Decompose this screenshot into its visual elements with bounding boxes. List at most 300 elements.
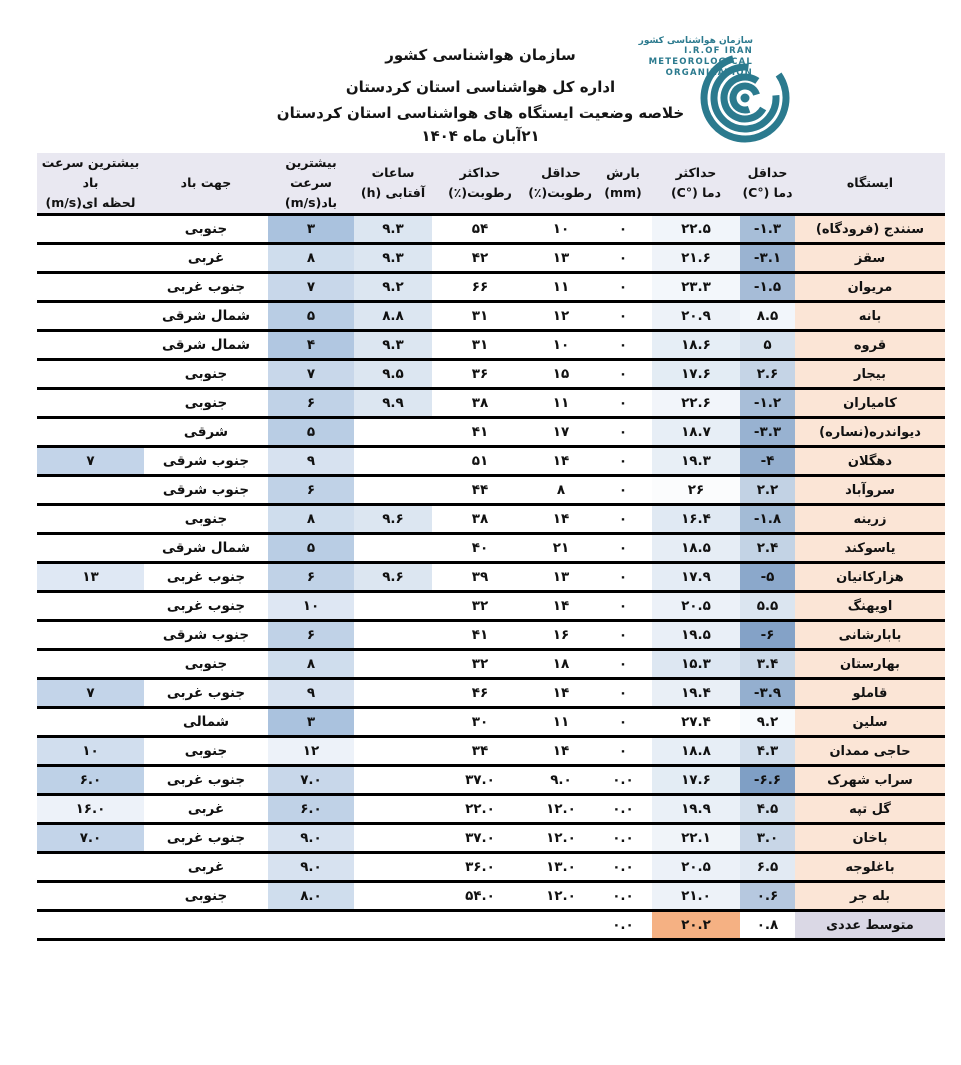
station-row (37, 360, 945, 389)
cell-min_hum: ۱۱ (528, 708, 594, 737)
col-header-sun: ساعات آفتابی (h) (354, 153, 432, 215)
station-row (37, 592, 945, 621)
cell-min_temp: ۶.۵ (740, 853, 795, 882)
cell-precip: ۰ (594, 389, 652, 418)
cell-wind_dir: شمالی (144, 708, 268, 737)
cell-wind_speed: ۹.۰ (268, 853, 354, 882)
cell-wind_speed: ۸ (268, 244, 354, 273)
cell-max_hum: ۴۶ (432, 679, 528, 708)
average-row (37, 911, 945, 940)
cell-gust: ۱۳ (37, 563, 144, 592)
cell-wind_speed: ۳ (268, 215, 354, 244)
cell-min_temp: ۲.۶ (740, 360, 795, 389)
station-row (37, 563, 945, 592)
station-row (37, 389, 945, 418)
cell-precip: ۰ (594, 737, 652, 766)
cell-wind_dir: جنوب غربی (144, 679, 268, 708)
cell-max_hum: ۵۴ (432, 215, 528, 244)
cell-min_hum: ۱۲.۰ (528, 824, 594, 853)
cell-station: بیجار (795, 360, 945, 389)
cell-wind_speed: ۶ (268, 389, 354, 418)
cell-max_hum: ۳۸ (432, 505, 528, 534)
cell-station: اویهنگ (795, 592, 945, 621)
cell-precip: ۰.۰ (594, 882, 652, 911)
cell-wind_dir: جنوبی (144, 215, 268, 244)
cell-min_temp: ۵ (740, 331, 795, 360)
table-header (37, 153, 945, 215)
org-logo (638, 34, 793, 146)
station-row (37, 824, 945, 853)
cell-station: قاملو (795, 679, 945, 708)
cell-min_temp: -۱.۸ (740, 505, 795, 534)
cell-wind_speed: ۵ (268, 418, 354, 447)
cell-max_temp: ۱۵.۳ (652, 650, 740, 679)
cell-station: سقز (795, 244, 945, 273)
station-row (37, 476, 945, 505)
table-body (37, 215, 945, 940)
col-header-precip: بارش (mm) (594, 153, 652, 215)
cell-max_temp: ۱۸.۷ (652, 418, 740, 447)
cell-gust: ۱۰ (37, 737, 144, 766)
cell-wind_dir: جنوبی (144, 389, 268, 418)
cell-min_hum: ۱۵ (528, 360, 594, 389)
cell-min_temp: ۴.۳ (740, 737, 795, 766)
cell-max_temp: ۱۹.۵ (652, 621, 740, 650)
cell-max_temp: ۲۰.۲ (652, 911, 740, 940)
cell-min_temp: ۹.۲ (740, 708, 795, 737)
cell-station: باغلوجه (795, 853, 945, 882)
col-header-max_temp: حداکثر دما (°C) (652, 153, 740, 215)
cell-sun: ۹.۶ (354, 563, 432, 592)
cell-wind_dir: جنوب غربی (144, 824, 268, 853)
cell-precip: ۰.۰ (594, 853, 652, 882)
cell-wind_dir: جنوب غربی (144, 766, 268, 795)
cell-max_hum: ۴۰ (432, 534, 528, 563)
cell-wind_speed: ۹ (268, 679, 354, 708)
cell-wind_speed: ۶ (268, 621, 354, 650)
cell-precip: ۰ (594, 679, 652, 708)
cell-sun: ۹.۵ (354, 360, 432, 389)
cell-max_hum: ۶۶ (432, 273, 528, 302)
report-summary-title: خلاصه وضعیت ایستگاه های هواشناسی استان کردستان (276, 104, 685, 122)
cell-max_hum: ۳۶.۰ (432, 853, 528, 882)
cell-sun (354, 621, 432, 650)
cell-sun: ۹.۳ (354, 331, 432, 360)
cell-precip: ۰ (594, 244, 652, 273)
station-row (37, 853, 945, 882)
cell-gust (37, 476, 144, 505)
cell-sun: ۹.۹ (354, 389, 432, 418)
station-row (37, 534, 945, 563)
station-row (37, 302, 945, 331)
cell-min_hum: ۱۴ (528, 679, 594, 708)
cell-wind_speed: ۶.۰ (268, 795, 354, 824)
cell-precip: ۰ (594, 273, 652, 302)
station-row (37, 215, 945, 244)
cell-max_hum: ۳۷.۰ (432, 824, 528, 853)
cell-precip: ۰ (594, 331, 652, 360)
cell-min_hum: ۱۴ (528, 447, 594, 476)
cell-precip: ۰ (594, 476, 652, 505)
cell-min_hum: ۱۴ (528, 505, 594, 534)
weather-stations-table (37, 153, 945, 941)
cell-max_temp: ۱۸.۵ (652, 534, 740, 563)
cell-gust (37, 331, 144, 360)
cell-wind_speed: ۵ (268, 534, 354, 563)
cell-wind_dir: جنوب غربی (144, 563, 268, 592)
cell-gust: ۷ (37, 679, 144, 708)
logo-english-line3: ORGANIZATION (665, 68, 753, 78)
station-row (37, 273, 945, 302)
cell-gust (37, 592, 144, 621)
cell-wind_speed: ۷ (268, 360, 354, 389)
cell-max_temp: ۲۰.۵ (652, 592, 740, 621)
cell-min_hum: ۱۴ (528, 592, 594, 621)
cell-wind_dir: جنوبی (144, 360, 268, 389)
cell-max_temp: ۱۸.۸ (652, 737, 740, 766)
cell-min_hum: ۱۳.۰ (528, 853, 594, 882)
station-row (37, 737, 945, 766)
cell-sun: ۹.۶ (354, 505, 432, 534)
cell-min_temp: -۶.۶ (740, 766, 795, 795)
cell-min_hum: ۱۰ (528, 331, 594, 360)
station-row (37, 708, 945, 737)
cell-precip: ۰ (594, 650, 652, 679)
station-row (37, 244, 945, 273)
cell-min_temp: -۱.۲ (740, 389, 795, 418)
col-header-gust: بیشترین سرعت باد لحظه ای(m/s) (37, 153, 144, 215)
cell-min_temp: ۳.۴ (740, 650, 795, 679)
cell-max_hum: ۳۰ (432, 708, 528, 737)
cell-max_hum: ۲۲.۰ (432, 795, 528, 824)
cell-wind_dir: جنوب شرقی (144, 447, 268, 476)
cell-sun (354, 853, 432, 882)
cell-station: متوسط عددی (795, 911, 945, 940)
cell-sun (354, 708, 432, 737)
cell-sun (354, 418, 432, 447)
cell-sun (354, 476, 432, 505)
cell-precip: ۰ (594, 360, 652, 389)
cell-gust (37, 302, 144, 331)
cell-max_hum: ۴۲ (432, 244, 528, 273)
cell-precip: ۰.۰ (594, 824, 652, 853)
cell-max_hum: ۳۸ (432, 389, 528, 418)
cell-station: گل تپه (795, 795, 945, 824)
col-header-station: ایستگاه (795, 153, 945, 215)
cell-min_hum: ۲۱ (528, 534, 594, 563)
station-row (37, 679, 945, 708)
cell-min_hum: ۱۱ (528, 389, 594, 418)
cell-wind_dir: جنوب شرقی (144, 621, 268, 650)
cell-min_hum: ۱۲ (528, 302, 594, 331)
cell-station: مریوان (795, 273, 945, 302)
cell-max_hum: ۴۱ (432, 621, 528, 650)
cell-min_temp: -۱.۵ (740, 273, 795, 302)
cell-max_temp: ۲۶ (652, 476, 740, 505)
cell-precip: ۰ (594, 505, 652, 534)
cell-max_temp: ۱۷.۹ (652, 563, 740, 592)
cell-max_hum: ۳۲ (432, 650, 528, 679)
cell-wind_dir: جنوبی (144, 505, 268, 534)
cell-min_hum: ۱۰ (528, 215, 594, 244)
cell-wind_speed: ۴ (268, 331, 354, 360)
cell-min_hum: ۱۳ (528, 244, 594, 273)
cell-gust (37, 708, 144, 737)
cell-precip: ۰ (594, 302, 652, 331)
cell-sun (354, 911, 432, 940)
cell-gust (37, 621, 144, 650)
cell-sun (354, 447, 432, 476)
cell-max_hum: ۵۴.۰ (432, 882, 528, 911)
cell-wind_speed: ۱۲ (268, 737, 354, 766)
station-row (37, 447, 945, 476)
cell-precip: ۰ (594, 563, 652, 592)
cell-sun (354, 534, 432, 563)
cell-min_temp: -۳.۱ (740, 244, 795, 273)
cell-sun: ۹.۳ (354, 244, 432, 273)
cell-wind_speed: ۳ (268, 708, 354, 737)
cell-sun: ۹.۳ (354, 215, 432, 244)
cell-wind_dir: غربی (144, 853, 268, 882)
cell-precip: ۰ (594, 418, 652, 447)
cell-max_temp: ۱۹.۳ (652, 447, 740, 476)
logo-english-line1: I.R.OF IRAN (684, 46, 753, 56)
cell-station: یاسوکند (795, 534, 945, 563)
cell-max_temp: ۲۱.۶ (652, 244, 740, 273)
cell-min_hum: ۱۷ (528, 418, 594, 447)
cell-wind_dir: جنوبی (144, 650, 268, 679)
cell-precip: ۰ (594, 621, 652, 650)
cell-min_temp: -۴ (740, 447, 795, 476)
cell-wind_speed: ۶ (268, 563, 354, 592)
cell-max_hum: ۵۱ (432, 447, 528, 476)
cell-gust (37, 389, 144, 418)
cell-gust (37, 215, 144, 244)
cell-wind_speed: ۵ (268, 302, 354, 331)
cell-sun (354, 592, 432, 621)
cell-precip: ۰.۰ (594, 911, 652, 940)
cell-station: سنندج (فرودگاه) (795, 215, 945, 244)
cell-station: دیواندره(نساره) (795, 418, 945, 447)
logo-text-block (639, 36, 753, 79)
cell-gust (37, 882, 144, 911)
station-row (37, 766, 945, 795)
cell-min_hum: ۱۳ (528, 563, 594, 592)
cell-min_temp: ۵.۵ (740, 592, 795, 621)
cell-gust (37, 360, 144, 389)
cell-max_hum: ۳۱ (432, 331, 528, 360)
cell-min_temp: ۰.۸ (740, 911, 795, 940)
cell-gust (37, 505, 144, 534)
cell-sun: ۸.۸ (354, 302, 432, 331)
cell-precip: ۰ (594, 708, 652, 737)
cell-station: سروآباد (795, 476, 945, 505)
station-row (37, 331, 945, 360)
cell-gust (37, 534, 144, 563)
cell-min_temp: -۶ (740, 621, 795, 650)
cell-max_temp: ۱۶.۴ (652, 505, 740, 534)
cell-wind_speed: ۶ (268, 476, 354, 505)
cell-max_hum: ۳۶ (432, 360, 528, 389)
cell-max_hum: ۳۷.۰ (432, 766, 528, 795)
cell-station: دهگلان (795, 447, 945, 476)
cell-min_temp: ۲.۴ (740, 534, 795, 563)
cell-wind_dir: جنوب غربی (144, 273, 268, 302)
cell-wind_dir: جنوبی (144, 737, 268, 766)
cell-sun (354, 882, 432, 911)
cell-station: سراب شهرک (795, 766, 945, 795)
cell-station: باخان (795, 824, 945, 853)
cell-min_temp: ۸.۵ (740, 302, 795, 331)
cell-wind_dir: جنوب غربی (144, 592, 268, 621)
cell-wind_speed: ۸ (268, 505, 354, 534)
cell-min_hum: ۱۸ (528, 650, 594, 679)
station-row (37, 621, 945, 650)
cell-max_temp: ۲۱.۰ (652, 882, 740, 911)
cell-max_temp: ۱۸.۶ (652, 331, 740, 360)
cell-wind_dir (144, 911, 268, 940)
station-row (37, 795, 945, 824)
cell-max_hum (432, 911, 528, 940)
logo-persian-text: سازمان هواشناسی کشور (638, 36, 753, 46)
cell-wind_speed: ۹ (268, 447, 354, 476)
station-row (37, 418, 945, 447)
report-date: ۲۱آبان ماه ۱۴۰۴ (421, 127, 540, 145)
cell-precip: ۰ (594, 592, 652, 621)
cell-station: کامیاران (795, 389, 945, 418)
cell-min_temp: ۳.۰ (740, 824, 795, 853)
cell-wind_dir: غربی (144, 244, 268, 273)
cell-station: بهارستان (795, 650, 945, 679)
cell-min_hum (528, 911, 594, 940)
cell-gust (37, 418, 144, 447)
cell-wind_dir: شمال شرقی (144, 302, 268, 331)
cell-min_temp: ۰.۶ (740, 882, 795, 911)
cell-wind_dir: شمال شرقی (144, 331, 268, 360)
cell-max_temp: ۲۳.۳ (652, 273, 740, 302)
cell-gust (37, 650, 144, 679)
cell-station: بانه (795, 302, 945, 331)
cell-station: زرینه (795, 505, 945, 534)
cell-gust (37, 273, 144, 302)
cell-wind_speed (268, 911, 354, 940)
header-row (37, 153, 945, 215)
cell-min_hum: ۱۲.۰ (528, 882, 594, 911)
cell-sun (354, 795, 432, 824)
cell-max_hum: ۳۱ (432, 302, 528, 331)
cell-wind_dir: شرقی (144, 418, 268, 447)
cell-max_temp: ۲۲.۵ (652, 215, 740, 244)
col-header-min_hum: حداقل رطوبت(٪) (528, 153, 594, 215)
cell-gust: ۷ (37, 447, 144, 476)
cell-wind_speed: ۹.۰ (268, 824, 354, 853)
cell-min_hum: ۱۱ (528, 273, 594, 302)
cell-max_hum: ۴۴ (432, 476, 528, 505)
cell-gust (37, 244, 144, 273)
cell-precip: ۰.۰ (594, 795, 652, 824)
cell-max_temp: ۱۹.۴ (652, 679, 740, 708)
cell-min_hum: ۹.۰ (528, 766, 594, 795)
cell-sun (354, 766, 432, 795)
cell-wind_speed: ۸.۰ (268, 882, 354, 911)
cell-max_hum: ۳۴ (432, 737, 528, 766)
station-row (37, 650, 945, 679)
cell-max_hum: ۳۹ (432, 563, 528, 592)
cell-sun: ۹.۲ (354, 273, 432, 302)
cell-station: هزارکانیان (795, 563, 945, 592)
cell-max_temp: ۲۰.۵ (652, 853, 740, 882)
cell-wind_dir: شمال شرقی (144, 534, 268, 563)
cell-max_temp: ۱۷.۶ (652, 766, 740, 795)
cell-wind_speed: ۸ (268, 650, 354, 679)
office-title: اداره کل هواشناسی استان کردستان (345, 78, 616, 96)
cell-min_temp: -۳.۳ (740, 418, 795, 447)
cell-min_hum: ۱۴ (528, 737, 594, 766)
cell-precip: ۰.۰ (594, 766, 652, 795)
cell-min_hum: ۱۲.۰ (528, 795, 594, 824)
cell-max_temp: ۲۷.۴ (652, 708, 740, 737)
cell-wind_speed: ۱۰ (268, 592, 354, 621)
cell-wind_speed: ۷ (268, 273, 354, 302)
cell-max_temp: ۲۲.۱ (652, 824, 740, 853)
cell-max_temp: ۲۰.۹ (652, 302, 740, 331)
col-header-wind_speed: بیشترین سرعت باد(m/s) (268, 153, 354, 215)
cell-gust: ۶.۰ (37, 766, 144, 795)
cell-min_temp: ۴.۵ (740, 795, 795, 824)
cell-wind_speed: ۷.۰ (268, 766, 354, 795)
cell-gust: ۷.۰ (37, 824, 144, 853)
cell-sun (354, 650, 432, 679)
cell-min_temp: ۲.۲ (740, 476, 795, 505)
cell-precip: ۰ (594, 215, 652, 244)
cell-sun (354, 737, 432, 766)
cell-max_hum: ۴۱ (432, 418, 528, 447)
report-titles (0, 0, 961, 145)
cell-sun (354, 679, 432, 708)
cell-min_temp: -۳.۹ (740, 679, 795, 708)
col-header-max_hum: حداکثر رطوبت(٪) (432, 153, 528, 215)
cell-min_temp: -۱.۳ (740, 215, 795, 244)
cell-max_temp: ۱۹.۹ (652, 795, 740, 824)
cell-wind_dir: جنوبی (144, 882, 268, 911)
station-row (37, 505, 945, 534)
logo-english-line2: METEOROLOGICAL (648, 57, 753, 67)
cell-station: سلین (795, 708, 945, 737)
cell-wind_dir: غربی (144, 795, 268, 824)
cell-station: بله جر (795, 882, 945, 911)
organization-title: سازمان هواشناسی کشور (385, 46, 576, 64)
cell-min_hum: ۱۶ (528, 621, 594, 650)
col-header-wind_dir: جهت باد (144, 153, 268, 215)
station-row (37, 882, 945, 911)
cell-gust (37, 853, 144, 882)
cell-gust (37, 911, 144, 940)
cell-max_temp: ۱۷.۶ (652, 360, 740, 389)
cell-sun (354, 824, 432, 853)
cell-station: قروه (795, 331, 945, 360)
cell-min_temp: -۵ (740, 563, 795, 592)
cell-precip: ۰ (594, 534, 652, 563)
cell-gust: ۱۶.۰ (37, 795, 144, 824)
cell-max_temp: ۲۲.۶ (652, 389, 740, 418)
cell-precip: ۰ (594, 447, 652, 476)
cell-min_hum: ۸ (528, 476, 594, 505)
cell-station: حاجی ممدان (795, 737, 945, 766)
cell-station: بابارشانی (795, 621, 945, 650)
cell-wind_dir: جنوب شرقی (144, 476, 268, 505)
cell-max_hum: ۳۲ (432, 592, 528, 621)
col-header-min_temp: حداقل دما (°C) (740, 153, 795, 215)
